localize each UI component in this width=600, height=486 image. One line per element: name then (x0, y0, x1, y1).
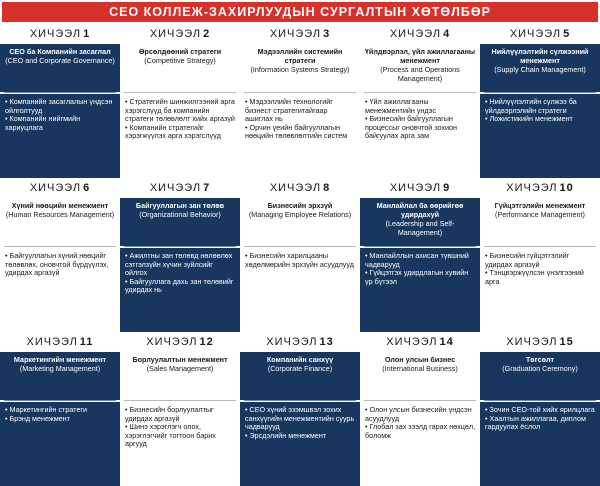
topic-item: • Бизнесийн харилцааны хөдөлмөрийн эрхзүйн асуудлууд (245, 252, 356, 269)
lesson-word: ХИЧЭЭЛ (269, 28, 322, 40)
course-title: Борлуулалтын менежмент (132, 355, 228, 364)
lesson-card-7 (120, 178, 240, 332)
course-title: Байгууллагын зан төлөв (135, 201, 225, 210)
lesson-number: 7 (203, 182, 211, 194)
course-subtitle: (Supply Chain Management) (494, 65, 586, 74)
topic-item: • Олон улсын бизнесийн үндсэн асуудлууд (365, 406, 476, 423)
card-divider (484, 92, 596, 93)
lesson-word: ХИЧЭЭЛ (509, 28, 562, 40)
lesson-heading (120, 332, 240, 352)
topic-item: • Эрсдэлийн менежмент (245, 432, 356, 441)
lesson-number: 14 (439, 336, 454, 348)
course-subtitle: (Human Resources Management) (5, 210, 115, 219)
lesson-heading (480, 178, 600, 198)
course-topics (240, 94, 360, 178)
course-title-block (480, 352, 600, 400)
course-title: Гүйцэтгэлийн менежмент (494, 201, 586, 210)
lesson-card-9 (360, 178, 480, 332)
lesson-heading (240, 178, 360, 198)
course-title-block (240, 352, 360, 400)
topic-item: • Ложистикийн менежмент (485, 115, 596, 124)
course-title-block (360, 352, 480, 400)
topic-item: • Орчин үеийн байгууллагын нөөцийн төлөвлөлтийн систем (245, 124, 356, 141)
course-topics (480, 402, 600, 486)
course-topics (0, 248, 120, 332)
course-subtitle: (Marketing Management) (19, 364, 101, 373)
course-topics (240, 248, 360, 332)
lesson-word: ХИЧЭЭЛ (29, 28, 82, 40)
topic-item: • Компанийн нийгмийн хариуцлага (5, 115, 116, 132)
topic-item: • Мэдээллийн технологийг бизнест стратегитайгаар ашиглах нь (245, 98, 356, 124)
lesson-number: 10 (559, 182, 574, 194)
course-title-block (480, 198, 600, 246)
course-title: Үйлдвэрлэл, үйл ажиллагааны менежмент (364, 47, 476, 65)
lesson-word: ХИЧЭЭЛ (149, 182, 202, 194)
lesson-heading (240, 24, 360, 44)
lesson-number: 1 (83, 28, 91, 40)
card-divider (4, 246, 116, 247)
lesson-number: 8 (323, 182, 331, 194)
lesson-card-12 (120, 332, 240, 486)
card-divider (484, 400, 596, 401)
lesson-heading (120, 24, 240, 44)
course-title-block (120, 198, 240, 246)
topic-item: • Брэнд менежмент (5, 415, 116, 424)
lesson-card-14 (360, 332, 480, 486)
topic-item: • Глобал зах зээлд гарах нөхцөл, боломж (365, 423, 476, 440)
lesson-word: ХИЧЭЭЛ (506, 336, 558, 348)
lesson-card-11 (0, 332, 120, 486)
page-title-banner: CEO КОЛЛЕЖ-ЗАХИРЛУУДЫН СУРГАЛТЫН ХӨТӨЛБӨР (2, 2, 598, 22)
lesson-number: 13 (319, 336, 334, 348)
course-subtitle: (CEO and Corporate Governance) (5, 56, 115, 65)
topic-item: • Байгууллагын хүний нөөцийг төлөвлөх, оновчтой бүрдүүлэх, удирдах аргазүй (5, 252, 116, 278)
lesson-word: ХИЧЭЭЛ (389, 182, 442, 194)
lesson-heading (0, 24, 120, 44)
lesson-word: ХИЧЭЭЛ (266, 336, 318, 348)
course-subtitle: (International Business) (382, 364, 458, 373)
course-title: Мэдээллийн системийн стратеги (257, 47, 343, 65)
topic-item: • Бизнесийн гүйцэтгэлийг удирдах аргазүй (485, 252, 596, 269)
topic-item: • Гүйцэтгэх удирдлагын хувийн үр бүтээл (365, 269, 476, 286)
lesson-card-4 (360, 24, 480, 178)
topic-item: • Шинэ хэрэглэгч олох, хэрэглэгчийг тогтоон барих аргууд (125, 423, 236, 449)
course-subtitle: (Competitive Strategy) (144, 56, 216, 65)
card-divider (244, 400, 356, 401)
course-title-block (120, 44, 240, 92)
course-title: Хүний нөөцийн менежмент (11, 201, 109, 210)
lesson-card-8 (240, 178, 360, 332)
topic-item: • СЕО хүний эзэмшвэл зохих санхүүгийн менежментийн суурь чадварууд (245, 406, 356, 432)
lesson-card-13 (240, 332, 360, 486)
lesson-card-15 (480, 332, 600, 486)
lesson-heading (0, 332, 120, 352)
topic-item: • Тэнцвэржүүлсэн үнэлгээний арга (485, 269, 596, 286)
course-title-block (0, 44, 120, 92)
topic-item: • Нийлүүлэлтийн сүлжээ ба үйлдвэрлэлийн стратеги (485, 98, 596, 115)
topic-item: • Манлайллын ахисан түвшний чадварууд (365, 252, 476, 269)
topic-item: • Хаалтын ажиллагаа, диплом гардуулах ёслол (485, 415, 596, 432)
lesson-word: ХИЧЭЭЛ (269, 182, 322, 194)
course-topics (360, 248, 480, 332)
course-title-block (360, 44, 480, 92)
card-divider (124, 92, 236, 93)
course-title-block (0, 198, 120, 246)
course-title-block (120, 352, 240, 400)
course-title: Манлайлал ба өөрийгөө удирдахуй (376, 201, 464, 219)
course-topics (360, 402, 480, 486)
course-topics (360, 94, 480, 178)
course-title-block (360, 198, 480, 246)
course-title: Нийлүүлэлтийн сүлжээний менежмент (491, 47, 589, 65)
card-divider (4, 400, 116, 401)
course-topics (0, 402, 120, 486)
lesson-number: 15 (559, 336, 574, 348)
course-title-block (240, 198, 360, 246)
course-subtitle: (Graduation Ceremony) (502, 364, 578, 373)
topic-item: • Зочин СЕО-той хийх ярилцлага (485, 406, 596, 415)
course-topics (120, 94, 240, 178)
lesson-number: 9 (443, 182, 451, 194)
course-title: СЕО ба Компанийн засаглал (9, 47, 111, 56)
lesson-card-5 (480, 24, 600, 178)
lesson-word: ХИЧЭЭЛ (149, 28, 202, 40)
lesson-word: ХИЧЭЭЛ (29, 182, 82, 194)
curriculum-grid (0, 24, 600, 486)
lesson-number: 6 (83, 182, 91, 194)
lesson-word: ХИЧЭЭЛ (146, 336, 198, 348)
lesson-number: 11 (79, 336, 94, 348)
card-divider (484, 246, 596, 247)
card-divider (364, 400, 476, 401)
lesson-heading (360, 24, 480, 44)
course-title: Бизнесийн эрхзүй (267, 201, 333, 210)
course-title-block (0, 352, 120, 400)
lesson-card-3 (240, 24, 360, 178)
course-topics (480, 248, 600, 332)
course-subtitle: (Corporate Finance) (267, 364, 333, 373)
course-topics (120, 402, 240, 486)
course-title: Олон улсын бизнес (384, 355, 456, 364)
lesson-number: 12 (199, 336, 214, 348)
card-divider (364, 92, 476, 93)
lesson-card-10 (480, 178, 600, 332)
lesson-heading (480, 24, 600, 44)
course-subtitle: (Sales Management) (146, 364, 214, 373)
topic-item: • Үйл ажиллагааны менежментийн үндэс (365, 98, 476, 115)
course-title: Төгсөлт (525, 355, 555, 364)
course-subtitle: (Organizational Behavior) (139, 210, 221, 219)
card-divider (4, 92, 116, 93)
lesson-heading (120, 178, 240, 198)
lesson-heading (480, 332, 600, 352)
lesson-word: ХИЧЭЭЛ (506, 182, 558, 194)
course-topics (0, 94, 120, 178)
course-title: Өрсөлдөөний стратеги (138, 47, 222, 56)
lesson-heading (360, 178, 480, 198)
lesson-heading (240, 332, 360, 352)
lesson-number: 5 (563, 28, 571, 40)
topic-item: • Компанийн стратегийг хэрэгжүүлэх арга хэрэгслүүд (125, 124, 236, 141)
course-subtitle: (Leadership and Self-Management) (385, 219, 455, 237)
lesson-card-1 (0, 24, 120, 178)
course-topics (240, 402, 360, 486)
topic-item: • Ажилтны зан төлөвд нөлөөлөх сэтгэлзүйн хүчин зүйлсийг ойлгох (125, 252, 236, 278)
lesson-word: ХИЧЭЭЛ (26, 336, 78, 348)
topic-item: • Бизнесийн байгууллагын процессыг оновчтой зохион байгуулах арга зам (365, 115, 476, 141)
lesson-card-6 (0, 178, 120, 332)
topic-item: • Компанийн засаглалын үндсэн ойлголтууд (5, 98, 116, 115)
lesson-heading (360, 332, 480, 352)
card-divider (244, 92, 356, 93)
lesson-word: ХИЧЭЭЛ (389, 28, 442, 40)
topic-item: • Байгууллага дахь зан төлөвийг удирдах нь (125, 278, 236, 295)
lesson-number: 2 (203, 28, 211, 40)
course-topics (120, 248, 240, 332)
lesson-number: 3 (323, 28, 331, 40)
course-subtitle: (Process and Operations Management) (380, 65, 460, 83)
card-divider (364, 246, 476, 247)
lesson-card-2 (120, 24, 240, 178)
course-subtitle: (Information Systems Strategy) (250, 65, 350, 74)
card-divider (244, 246, 356, 247)
course-title: Маркетингийн менежмент (13, 355, 107, 364)
card-divider (124, 246, 236, 247)
course-subtitle: (Managing Employee Relations) (248, 210, 352, 219)
topic-item: • Стратегийн шинжилгээний арга хэрэгслүүд ба компанийн стратеги төлөвлөлт хийх аргазүй (125, 98, 236, 124)
lesson-heading (0, 178, 120, 198)
lesson-number: 4 (443, 28, 451, 40)
course-title-block (240, 44, 360, 92)
lesson-word: ХИЧЭЭЛ (386, 336, 438, 348)
course-subtitle: (Performance Management) (495, 210, 585, 219)
topic-item: • Бизнесийн борлуулалтыг удирдах аргазүй (125, 406, 236, 423)
card-divider (124, 400, 236, 401)
course-title-block (480, 44, 600, 92)
course-title: Компанийн санхүү (266, 355, 334, 364)
topic-item: • Маркетингийн стратеги (5, 406, 116, 415)
course-topics (480, 94, 600, 178)
